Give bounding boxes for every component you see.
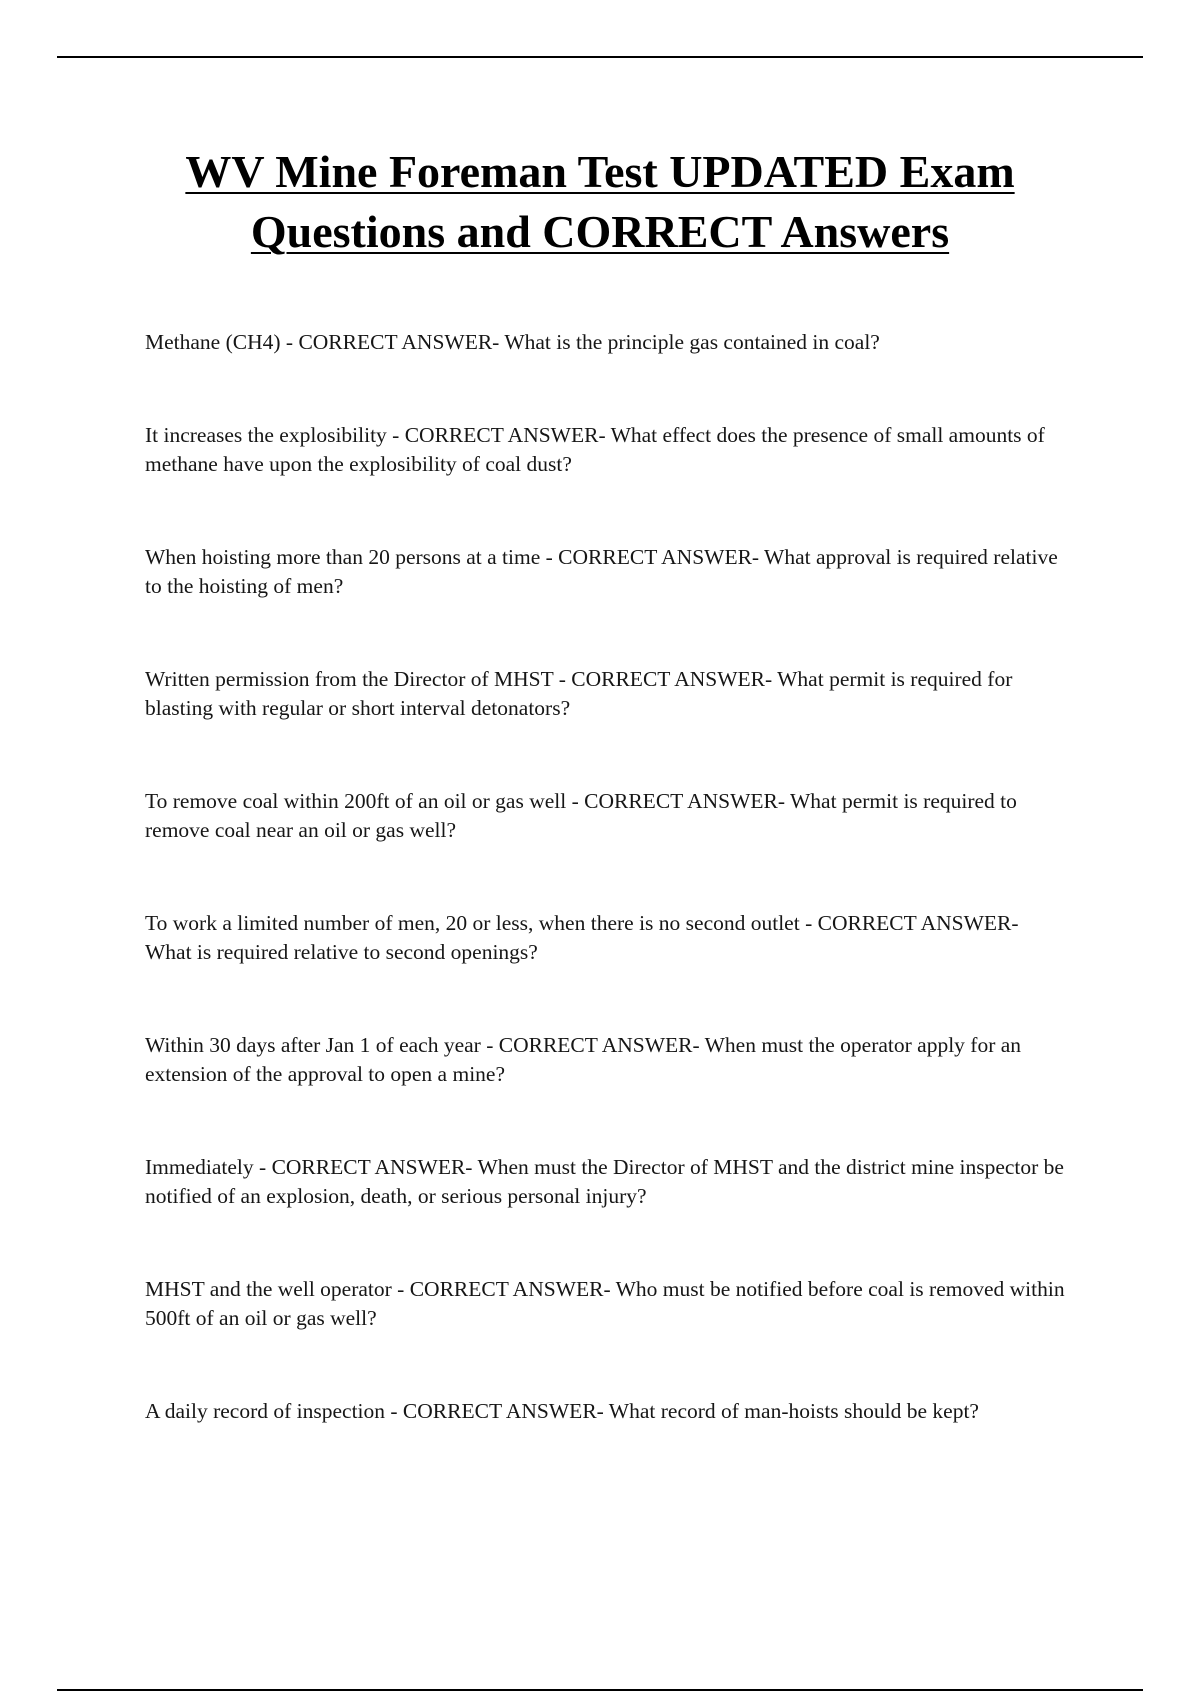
qa-entry: When hoisting more than 20 persons at a time - CORRECT ANSWER- What approval is required relative to the hoisting of men?	[145, 545, 1058, 598]
qa-entry: MHST and the well operator - CORRECT ANSWER- Who must be notified before coal is removed within 500ft of an oil or gas well?	[145, 1277, 1065, 1330]
qa-entry: It increases the explosibility - CORRECT ANSWER- What effect does the presence of small amounts of methane have upon the explosibility of coal dust?	[145, 423, 1045, 476]
qa-entry: Methane (CH4) - CORRECT ANSWER- What is the principle gas contained in coal?	[145, 330, 880, 354]
document-title	[100, 142, 1100, 262]
qa-entry: To work a limited number of men, 20 or less, when there is no second outlet - CORRECT ANSWER- What is required relative to second openings?	[145, 911, 1019, 964]
qa-entry: A daily record of inspection - CORRECT ANSWER- What record of man-hoists should be kept?	[145, 1399, 979, 1423]
qa-entry: Immediately - CORRECT ANSWER- When must the Director of MHST and the district mine inspector be notified of an explosion, death, or serious personal injury?	[145, 1155, 1064, 1208]
title-line-1: WV Mine Foreman Test UPDATED Exam	[185, 146, 1015, 197]
qa-entry: Within 30 days after Jan 1 of each year - CORRECT ANSWER- When must the operator apply for an extension of the approval to open a mine?	[145, 1033, 1022, 1086]
qa-entry: Written permission from the Director of MHST - CORRECT ANSWER- What permit is required for blasting with regular or short interval detonators?	[145, 667, 1013, 720]
bottom-divider	[57, 1689, 1143, 1691]
qa-list	[145, 328, 1065, 1490]
title-line-2: Questions and CORRECT Answers	[250, 206, 950, 257]
top-divider	[57, 56, 1143, 58]
qa-entry: To remove coal within 200ft of an oil or gas well - CORRECT ANSWER- What permit is required to remove coal near an oil or gas well?	[145, 789, 1017, 842]
